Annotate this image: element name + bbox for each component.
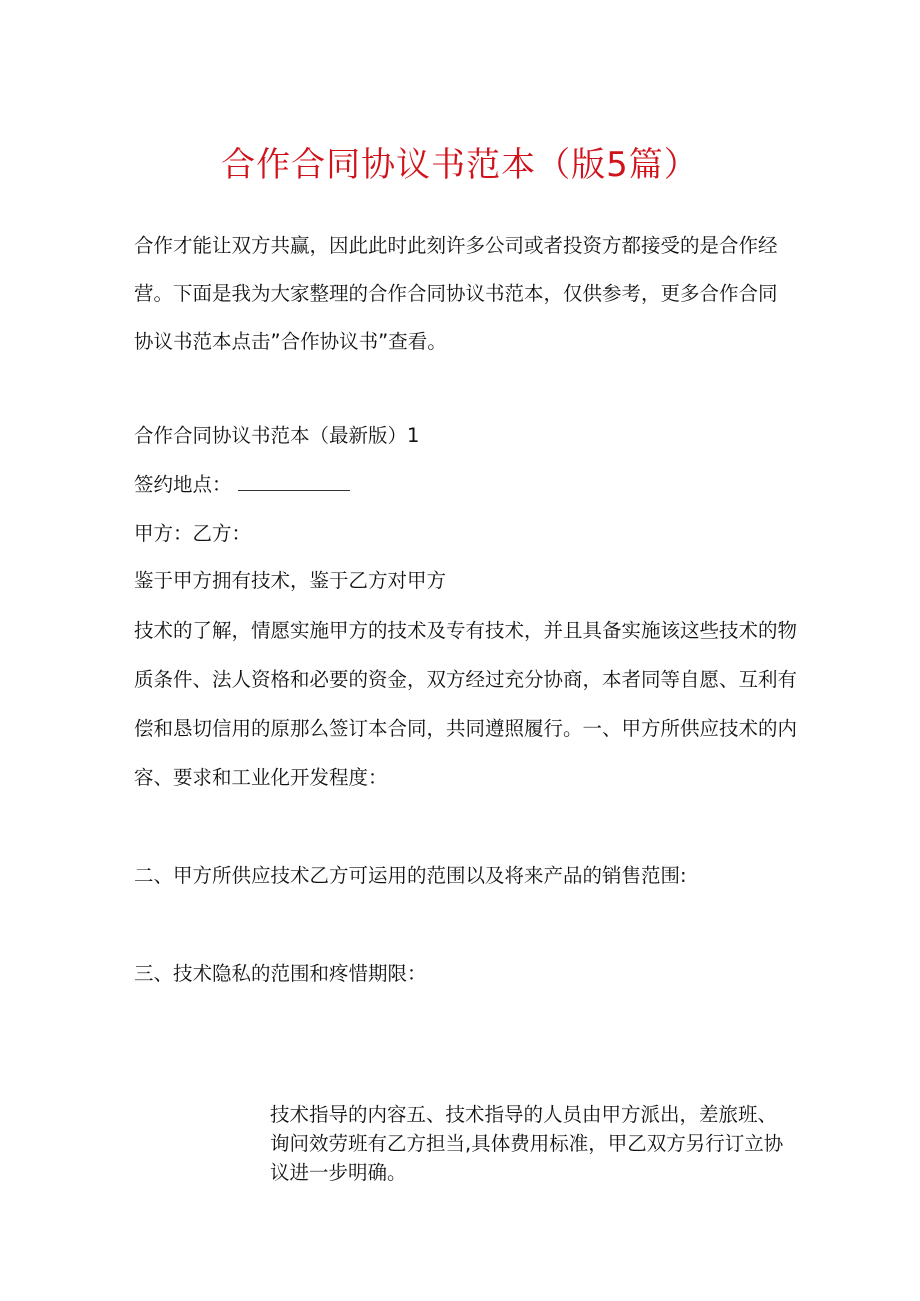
parties-line: 甲方：乙方： — [134, 522, 252, 545]
body-paragraph: 技术的了解，情愿实施甲方的技术及专有技术，并且具备实施该这些技术的物质条件、法人资格和必要的资金，双方经过充分协商，本者同等自愿、互利有偿和恳切信用的原那么签订本合同，共同遵照履行。一、甲方所供应技术的内容、要求和工业化开发程度： — [134, 619, 798, 789]
section-heading: 合作合同协议书范本（最新版）1 — [134, 424, 420, 447]
intro-paragraph: 合作才能让双方共赢，因此此时此刻许多公司或者投资方都接受的是合作经营。下面是我为大家整理的合作合同协议书范本，仅供参考，更多合作合同协议书范本点击”合作协议书”查看。 — [134, 234, 778, 353]
sign-place-blank — [238, 470, 350, 491]
document-title: 合作合同协议书范本（版5篇） — [221, 145, 699, 185]
clause-2: 二、甲方所供应技术乙方可运用的范围以及将来产品的销售范围: — [134, 864, 687, 887]
sign-place-line — [134, 470, 350, 500]
clause-3: 三、技术隐私的范围和疼惜期限： — [134, 962, 427, 985]
tech-guidance-paragraph: 技术指导的内容五、技术指导的人员由甲方派出，差旅班、询问效劳班有乙方担当,具体费用标准，甲乙双方另行订立协议进一步明确。 — [270, 1103, 784, 1184]
whereas-line: 鉴于甲方拥有技术，鉴于乙方对甲方 — [134, 569, 447, 592]
sign-place-label: 签约地点： — [134, 473, 232, 496]
